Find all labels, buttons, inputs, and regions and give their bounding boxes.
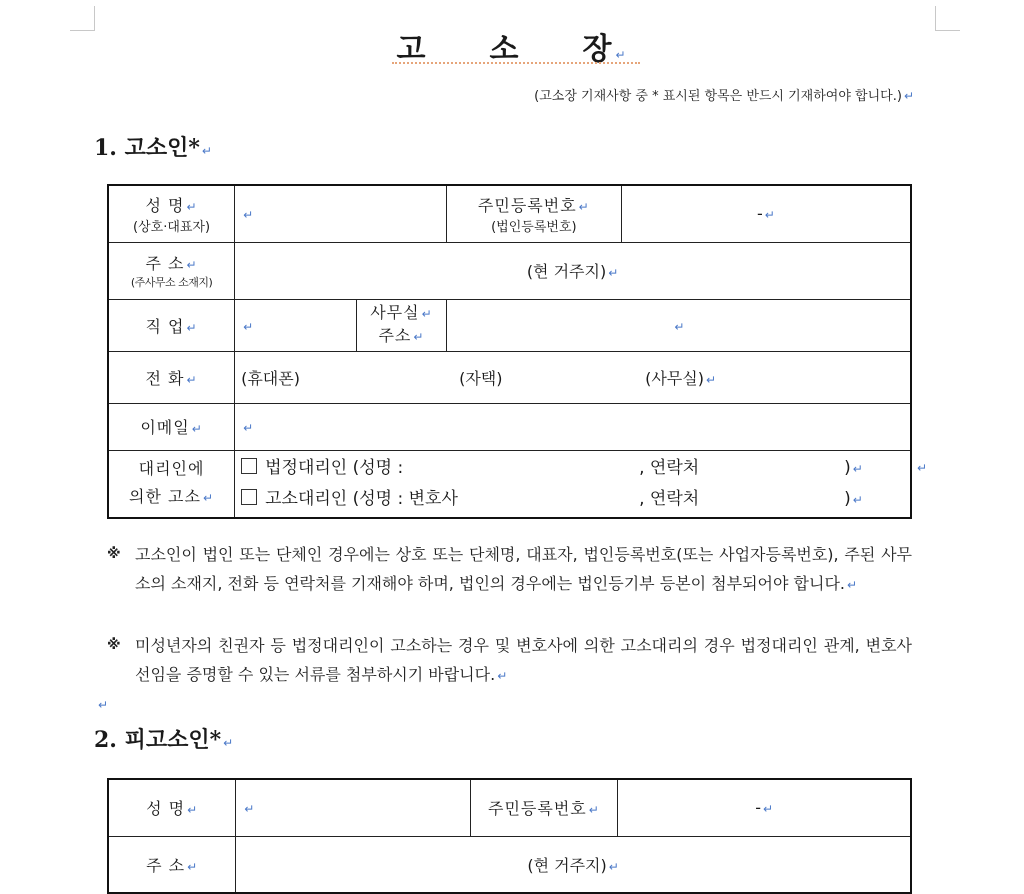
paragraph-mark: ↵ — [615, 48, 628, 62]
required-fields-notice: (고소장 기재사항 중 * 표시된 항목은 반드시 기재하여야 합니다.) ↵ — [534, 89, 914, 104]
accused-address-label-cell: 주 소 ↵ — [108, 836, 236, 893]
section-heading-accused: 2. 피고소인* ↵ — [94, 727, 234, 753]
accused-table — [107, 778, 912, 894]
accused-address-input-cell[interactable]: (현 거주지) ↵ — [236, 836, 911, 893]
phone-home-label: (자택) — [459, 368, 503, 388]
office-address-label-cell: 사무실 ↵ 주소 ↵ — [356, 299, 446, 351]
name-label-cell: 성 명 ↵ (상호·대표자) — [108, 185, 235, 242]
table-row — [108, 351, 911, 403]
legal-agent-checkbox[interactable] — [241, 458, 257, 474]
address-input-cell[interactable]: (현 거주지) ↵ — [235, 242, 911, 299]
note-corporation: ※ 고소인이 법인 또는 단체인 경우에는 상호 또는 단체명, 대표자, 법인등록번호(또는 사업자등록번호), 주된 사무소의 소재지, 전화 등 연락처를 기재해야 하며, 법인의 경우에는 법인등기부 등본이 첨부되어야 합니다. ↵ — [107, 540, 912, 600]
agent-label-cell: 대리인에 의한 고소 ↵ — [108, 450, 235, 518]
table-row — [108, 242, 911, 299]
email-input-cell[interactable]: ↵ — [235, 403, 911, 450]
note-symbol: ※ — [107, 546, 121, 562]
spellcheck-underline — [392, 62, 640, 64]
paragraph-mark: ↵ — [917, 461, 928, 475]
accused-name-input-cell[interactable]: ↵ — [236, 779, 470, 836]
phone-mobile-label: (휴대폰) — [241, 368, 300, 388]
attorney-agent-option[interactable]: 고소대리인 (성명 : 변호사 , 연락처 ) ↵ — [241, 484, 904, 515]
job-label-cell: 직 업 ↵ — [108, 299, 235, 351]
complainant-table — [107, 184, 912, 519]
agent-options-cell — [235, 450, 911, 518]
table-row — [108, 299, 911, 351]
title-char-2: 소 — [489, 32, 521, 67]
accused-rrn-input-cell[interactable]: - ↵ — [618, 779, 911, 836]
rrn-label-cell: 주민등록번호 ↵ (법인등록번호) — [446, 185, 621, 242]
office-address-input-cell[interactable]: ↵ — [446, 299, 911, 351]
table-row — [108, 403, 911, 450]
phone-label-cell: 전 화 ↵ — [108, 351, 235, 403]
phone-input-cell[interactable]: (휴대폰) (자택) (사무실) ↵ — [235, 351, 911, 403]
phone-office-label: (사무실) — [645, 368, 704, 388]
section-heading-complainant: 1. 고소인* ↵ — [94, 135, 212, 161]
email-label-cell: 이메일 ↵ — [108, 403, 235, 450]
table-row — [108, 779, 911, 836]
name-input-cell[interactable]: ↵ — [235, 185, 447, 242]
title-char-1: 고 — [396, 32, 428, 67]
note-minor-agent: ※ 미성년자의 친권자 등 법정대리인이 고소하는 경우 및 변호사에 의한 고소대리의 경우 법정대리인 관계, 변호사 선임을 증명할 수 있는 서류를 첨부하시기 바랍니다. ↵ — [107, 631, 912, 691]
attorney-agent-checkbox[interactable] — [241, 489, 257, 505]
job-input-cell[interactable]: ↵ — [235, 299, 357, 351]
accused-name-label-cell: 성 명 ↵ — [108, 779, 236, 836]
note-symbol: ※ — [107, 637, 121, 653]
rrn-input-cell[interactable]: - ↵ — [621, 185, 911, 242]
address-label-cell: 주 소 ↵ (주사무소 소재지) — [108, 242, 235, 299]
legal-agent-option[interactable]: 법정대리인 (성명 : , 연락처 ) ↵ — [241, 453, 904, 484]
table-row — [108, 836, 911, 893]
empty-paragraph-mark: ↵ — [98, 698, 109, 712]
table-row — [108, 450, 911, 518]
table-row — [108, 185, 911, 242]
accused-rrn-label-cell: 주민등록번호 ↵ — [470, 779, 618, 836]
title-char-3: 장 — [582, 32, 614, 67]
